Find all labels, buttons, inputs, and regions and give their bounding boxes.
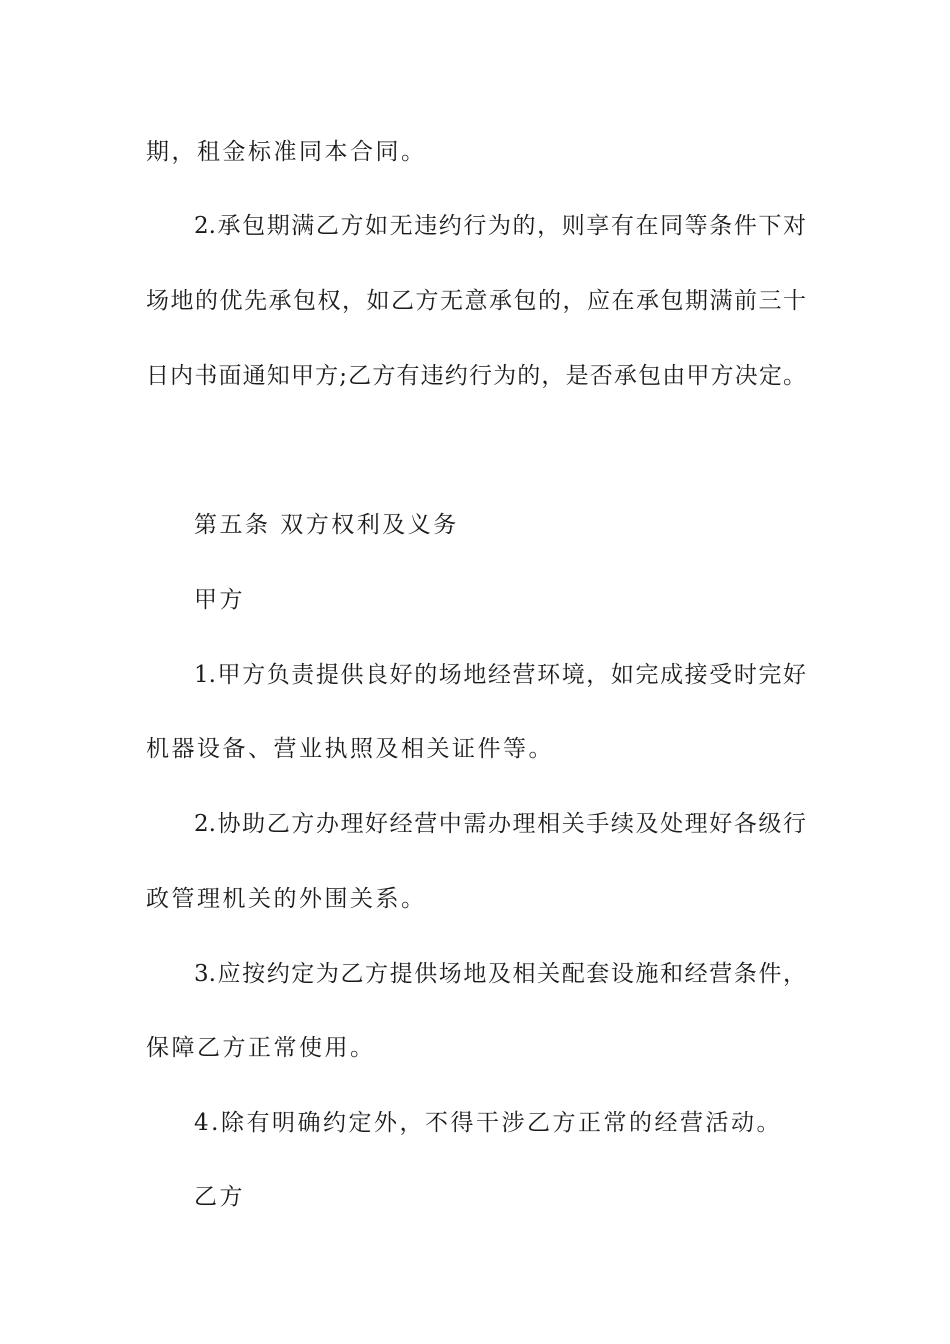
party-heading: 甲方 xyxy=(194,587,245,613)
party-heading: 乙方 xyxy=(194,1184,245,1210)
paragraph-line: 机器设备、营业执照及相关证件等。 xyxy=(146,736,554,762)
section-heading: 第五条 双方权利及义务 xyxy=(194,512,459,538)
paragraph-line: 政管理机关的外围关系。 xyxy=(146,886,427,912)
paragraph-line: 2.协助乙方办理好经营中需办理相关手续及处理好各级行 xyxy=(194,811,806,837)
paragraph-line: 期，租金标准同本合同。 xyxy=(146,139,427,165)
paragraph-line: 2.承包期满乙方如无违约行为的，则享有在同等条件下对 xyxy=(194,213,806,239)
paragraph-line: 场地的优先承包权，如乙方无意承包的，应在承包期满前三十 xyxy=(146,288,806,314)
paragraph-line: 1.甲方负责提供良好的场地经营环境，如完成接受时完好 xyxy=(194,662,806,688)
paragraph-line: 4.除有明确约定外，不得干涉乙方正常的经营活动。 xyxy=(194,1110,782,1136)
paragraph-line: 3.应按约定为乙方提供场地及相关配套设施和经营条件， xyxy=(194,961,806,987)
paragraph-line: 日内书面通知甲方;乙方有违约行为的，是否承包由甲方决定。 xyxy=(146,363,806,389)
paragraph-line: 保障乙方正常使用。 xyxy=(146,1035,376,1061)
